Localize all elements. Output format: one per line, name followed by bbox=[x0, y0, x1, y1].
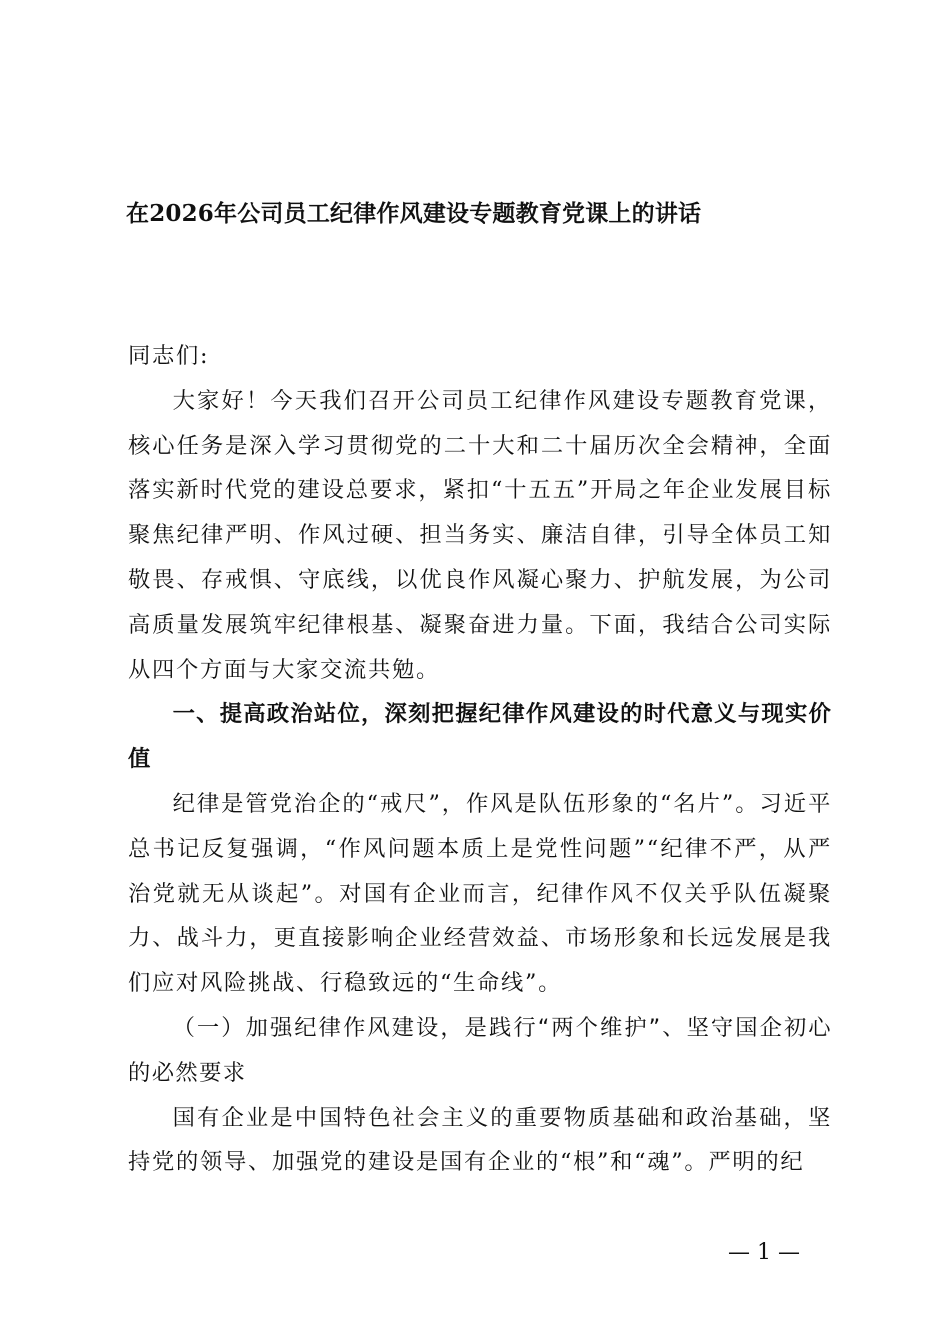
page-number: — 1 — bbox=[728, 1240, 800, 1265]
body-paragraph: 国有企业是中国特色社会主义的重要物质基础和政治基础，坚持党的领导、加强党的建设是国有企业的“根”和“魂”。严明的纪 bbox=[128, 1104, 832, 1176]
intro-paragraph: 大家好！今天我们召开公司员工纪律作风建设专题教育党课，核心任务是深入学习贯彻党的二十大和二十届历次全会精神，全面落实新时代党的建设总要求，紧扣“十五五”开局之年企业发展目标聚焦纪律严明、作风过硬、担当务实、廉洁自律，引导全体员工知敬畏、存戒惧、守底线，以优良作风凝心聚力、护航发展，为公司高质量发展筑牢纪律根基、凝聚奋进力量。下面，我结合公司实际从四个方面与大家交流共勉。 bbox=[128, 387, 832, 683]
document-title: 在2026年公司员工纪律作风建设专题教育党课上的讲话 bbox=[126, 200, 702, 227]
subsection-heading: （一）加强纪律作风建设，是践行“两个维护”、坚守国企初心的必然要求 bbox=[128, 1014, 832, 1086]
body-paragraph: 纪律是管党治企的“戒尺”，作风是队伍形象的“名片”。习近平总书记反复强调，“作风问题本质上是党性问题”“纪律不严，从严治党就无从谈起”。对国有企业而言，纪律作风不仅关乎队伍凝聚力、战斗力，更直接影响企业经营效益、市场形象和长远发展是我们应对风险挑战、行稳致远的“生命线”。 bbox=[128, 790, 832, 997]
section-heading: 一、提高政治站位，深刻把握纪律作风建设的时代意义与现实价值 bbox=[128, 701, 832, 773]
document-body bbox=[128, 334, 832, 1185]
salutation: 同志们: bbox=[128, 343, 210, 369]
